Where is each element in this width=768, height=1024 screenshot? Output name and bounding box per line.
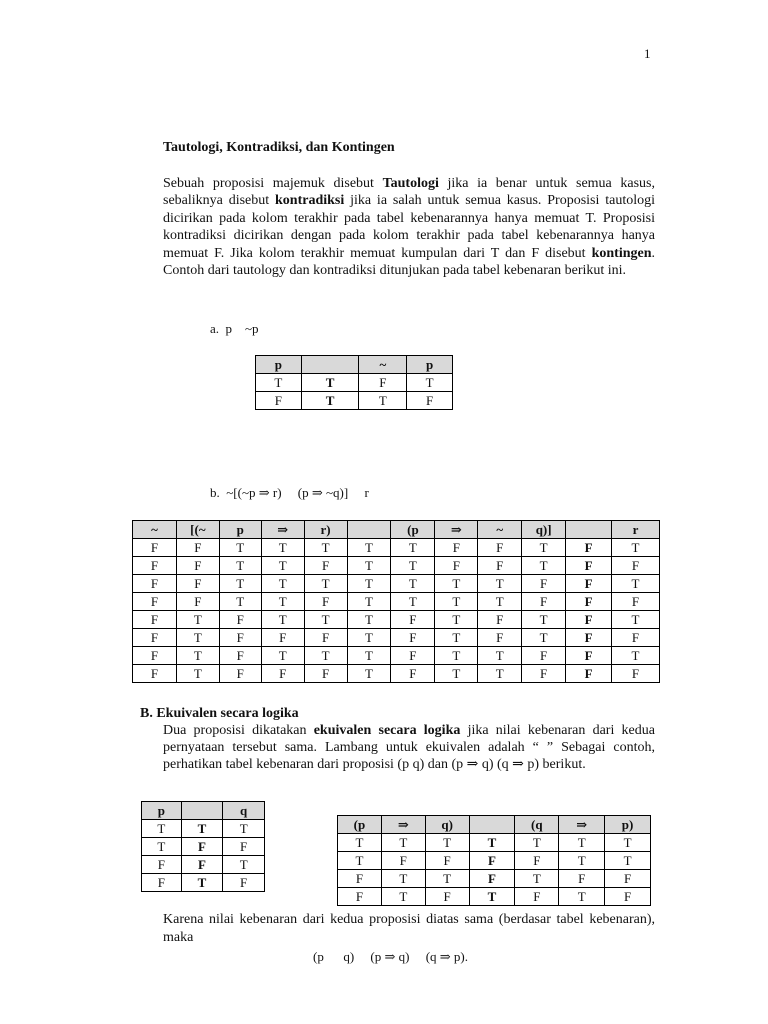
table-cell: T [522, 629, 566, 647]
table-header-cell: (q [515, 816, 559, 834]
table-cell: F [469, 870, 515, 888]
table-cell: T [381, 834, 425, 852]
table-cell: T [219, 557, 261, 575]
table-cell: F [261, 665, 304, 683]
table-header-cell: q)] [522, 521, 566, 539]
table-header-cell: q) [425, 816, 469, 834]
table-row [338, 852, 651, 870]
table-cell: F [522, 665, 566, 683]
table-header-cell: r [611, 521, 659, 539]
table-header-cell: p [256, 356, 302, 374]
table-header-cell [566, 521, 612, 539]
table-cell: T [559, 852, 605, 870]
table-cell: T [261, 647, 304, 665]
table-header-cell: r) [304, 521, 347, 539]
table-cell: F [133, 629, 177, 647]
table-header-cell: p [219, 521, 261, 539]
table-cell: F [142, 874, 182, 892]
table-cell: T [435, 647, 478, 665]
table-cell: T [391, 593, 435, 611]
truth-table-a [255, 355, 453, 410]
table-cell: F [566, 593, 612, 611]
table-header-cell: ⇒ [381, 816, 425, 834]
table-cell: T [181, 820, 223, 838]
table-row [133, 575, 660, 593]
table-cell: T [435, 665, 478, 683]
table-cell: T [301, 392, 359, 410]
table-cell: T [425, 870, 469, 888]
table-cell: F [176, 539, 219, 557]
table-cell: T [219, 539, 261, 557]
table-header-cell: ~ [359, 356, 407, 374]
table-cell: T [219, 575, 261, 593]
table-row [133, 539, 660, 557]
table-cell: T [559, 834, 605, 852]
table-cell: T [223, 820, 265, 838]
table-row [133, 665, 660, 683]
table-cell: T [435, 575, 478, 593]
table-cell: T [261, 539, 304, 557]
table-cell: T [611, 575, 659, 593]
table-cell: T [478, 647, 522, 665]
table-cell: T [478, 575, 522, 593]
table-cell: T [611, 611, 659, 629]
table-cell: F [522, 647, 566, 665]
table-cell: T [478, 593, 522, 611]
table-cell: F [181, 838, 223, 856]
table-cell: F [611, 557, 659, 575]
table-cell: F [515, 852, 559, 870]
table-cell: F [566, 575, 612, 593]
truth-table-pq [141, 801, 265, 892]
table-cell: T [347, 557, 391, 575]
table-cell: F [133, 665, 177, 683]
table-cell: T [142, 820, 182, 838]
table-row [133, 611, 660, 629]
table-cell: F [133, 557, 177, 575]
table-cell: F [219, 647, 261, 665]
table-cell: F [391, 665, 435, 683]
table-cell: F [133, 647, 177, 665]
table-cell: T [391, 539, 435, 557]
page-number: 1 [644, 46, 651, 61]
table-header-cell [301, 356, 359, 374]
table-cell: T [469, 888, 515, 906]
table-header-cell: p [142, 802, 182, 820]
table-cell: T [338, 834, 382, 852]
table-cell: T [261, 593, 304, 611]
table-cell: T [304, 539, 347, 557]
table-cell: F [176, 557, 219, 575]
table-cell: T [469, 834, 515, 852]
table-cell: T [261, 575, 304, 593]
table-cell: T [425, 834, 469, 852]
table-cell: F [425, 888, 469, 906]
table-cell: T [611, 647, 659, 665]
table-cell: F [391, 647, 435, 665]
table-header-cell: ⇒ [559, 816, 605, 834]
table-row [142, 838, 265, 856]
table-cell: F [133, 539, 177, 557]
table-cell: T [559, 888, 605, 906]
table-cell: F [566, 539, 612, 557]
table-cell: T [359, 392, 407, 410]
table-cell: T [304, 647, 347, 665]
table-row [142, 856, 265, 874]
intro-paragraph: Sebuah proposisi majemuk disebut Tautologi jika ia benar untuk semua kasus, sebaliknya disebut kontradiksi jika ia salah untuk semua kasus. Proposisi tautologi dicirikan pada kolom terakhir pada tabel kebenarannya hanya memuat T. Proposisi kontradiksi dicirikan dengan pada kolom terakhir pada tabel kebenarannya hanya memuat F. Jika kolom terakhir memuat kumpulan dari T dan F disebut kontingen. Contoh dari tautology dan kontradiksi ditunjukan pada tabel kebenaran berikut ini. [163, 176, 655, 279]
table-cell: T [391, 575, 435, 593]
table-cell: T [347, 647, 391, 665]
table-cell: F [223, 838, 265, 856]
table-cell: T [304, 575, 347, 593]
table-cell: F [133, 575, 177, 593]
table-cell: T [515, 834, 559, 852]
table-header-cell: p [407, 356, 453, 374]
table-cell: F [522, 575, 566, 593]
table-cell: T [347, 611, 391, 629]
table-cell: T [142, 838, 182, 856]
table-cell: F [223, 874, 265, 892]
table-cell: F [219, 665, 261, 683]
conclusion-paragraph: Karena nilai kebenaran dari kedua proposisi diatas sama (berdasar tabel kebenaran), maka [163, 912, 655, 945]
table-cell: T [605, 852, 651, 870]
table-cell: F [219, 611, 261, 629]
table-row [142, 820, 265, 838]
table-cell: F [522, 593, 566, 611]
table-cell: T [522, 539, 566, 557]
table-row [133, 557, 660, 575]
table-cell: T [261, 611, 304, 629]
table-cell: T [435, 629, 478, 647]
table-cell: F [515, 888, 559, 906]
table-header-cell: ⇒ [435, 521, 478, 539]
table-cell: F [181, 856, 223, 874]
table-cell: T [478, 665, 522, 683]
example-a-label: a. p ~p [210, 321, 259, 336]
table-cell: F [338, 888, 382, 906]
table-cell: F [219, 629, 261, 647]
table-cell: T [301, 374, 359, 392]
table-cell: T [381, 888, 425, 906]
table-cell: T [347, 575, 391, 593]
table-cell: F [605, 870, 651, 888]
section-b-title: B. Ekuivalen secara logika [140, 706, 299, 721]
table-cell: F [256, 392, 302, 410]
table-cell: F [435, 557, 478, 575]
table-header-cell [181, 802, 223, 820]
table-cell: T [223, 856, 265, 874]
table-cell: F [381, 852, 425, 870]
truth-table-b [132, 520, 660, 683]
truth-table-implication [337, 815, 651, 906]
table-cell: F [566, 557, 612, 575]
table-cell: F [478, 539, 522, 557]
table-cell: T [407, 374, 453, 392]
table-row [133, 647, 660, 665]
table-cell: F [469, 852, 515, 870]
table-cell: F [176, 575, 219, 593]
table-cell: F [142, 856, 182, 874]
table-cell: F [605, 888, 651, 906]
table-row [256, 392, 453, 410]
table-cell: F [611, 665, 659, 683]
table-cell: F [304, 665, 347, 683]
table-row [142, 874, 265, 892]
table-cell: F [478, 629, 522, 647]
table-header-cell: (p [338, 816, 382, 834]
table-cell: F [391, 611, 435, 629]
table-cell: F [566, 611, 612, 629]
table-cell: T [347, 593, 391, 611]
table-row [133, 593, 660, 611]
section-b-paragraph: Dua proposisi dikatakan ekuivalen secara logika jika nilai kebenaran dari kedua pernyataan tersebut sama. Lambang untuk ekuivalen adalah “ ” Sebagai contoh, perhatikan tabel kebenaran dari proposisi (p q) dan (p ⇒ q) (q ⇒ p) berikut. [163, 723, 655, 773]
table-cell: F [304, 629, 347, 647]
table-cell: T [219, 593, 261, 611]
table-cell: T [176, 647, 219, 665]
table-header-cell [469, 816, 515, 834]
table-cell: T [605, 834, 651, 852]
table-cell: F [611, 593, 659, 611]
table-header-cell: p) [605, 816, 651, 834]
table-cell: F [176, 593, 219, 611]
example-b-label: b. ~[(~p ⇒ r) (p ⇒ ~q)] r [210, 485, 369, 500]
table-cell: T [522, 557, 566, 575]
table-row [338, 870, 651, 888]
table-cell: F [304, 593, 347, 611]
table-cell: T [176, 665, 219, 683]
table-header-cell: ⇒ [261, 521, 304, 539]
table-cell: T [391, 557, 435, 575]
table-header-cell [347, 521, 391, 539]
table-cell: F [261, 629, 304, 647]
table-cell: T [347, 665, 391, 683]
table-cell: F [478, 611, 522, 629]
table-cell: T [435, 611, 478, 629]
table-cell: F [566, 629, 612, 647]
table-header-cell: ~ [133, 521, 177, 539]
table-row [256, 374, 453, 392]
table-cell: F [338, 870, 382, 888]
table-cell: F [359, 374, 407, 392]
table-cell: F [133, 611, 177, 629]
table-header-cell: [(~ [176, 521, 219, 539]
table-cell: T [304, 611, 347, 629]
table-cell: F [559, 870, 605, 888]
table-cell: F [425, 852, 469, 870]
table-cell: F [435, 539, 478, 557]
table-cell: T [256, 374, 302, 392]
table-cell: T [611, 539, 659, 557]
table-cell: F [478, 557, 522, 575]
table-row [338, 888, 651, 906]
table-header-cell: ~ [478, 521, 522, 539]
table-cell: F [566, 647, 612, 665]
table-cell: F [407, 392, 453, 410]
table-header-cell: (p [391, 521, 435, 539]
table-cell: F [611, 629, 659, 647]
section-title: Tautologi, Kontradiksi, dan Kontingen [163, 140, 395, 155]
table-cell: F [133, 593, 177, 611]
table-cell: T [347, 539, 391, 557]
table-cell: T [381, 870, 425, 888]
table-cell: T [176, 611, 219, 629]
table-cell: T [261, 557, 304, 575]
table-cell: T [515, 870, 559, 888]
table-cell: T [522, 611, 566, 629]
table-header-cell: q [223, 802, 265, 820]
table-cell: F [304, 557, 347, 575]
table-cell: T [435, 593, 478, 611]
table-row [338, 834, 651, 852]
table-cell: F [566, 665, 612, 683]
table-cell: T [181, 874, 223, 892]
table-cell: T [347, 629, 391, 647]
table-row [133, 629, 660, 647]
table-cell: T [338, 852, 382, 870]
table-cell: T [176, 629, 219, 647]
conclusion-formula: (p q) (p ⇒ q) (q ⇒ p). [313, 949, 469, 964]
table-cell: F [391, 629, 435, 647]
